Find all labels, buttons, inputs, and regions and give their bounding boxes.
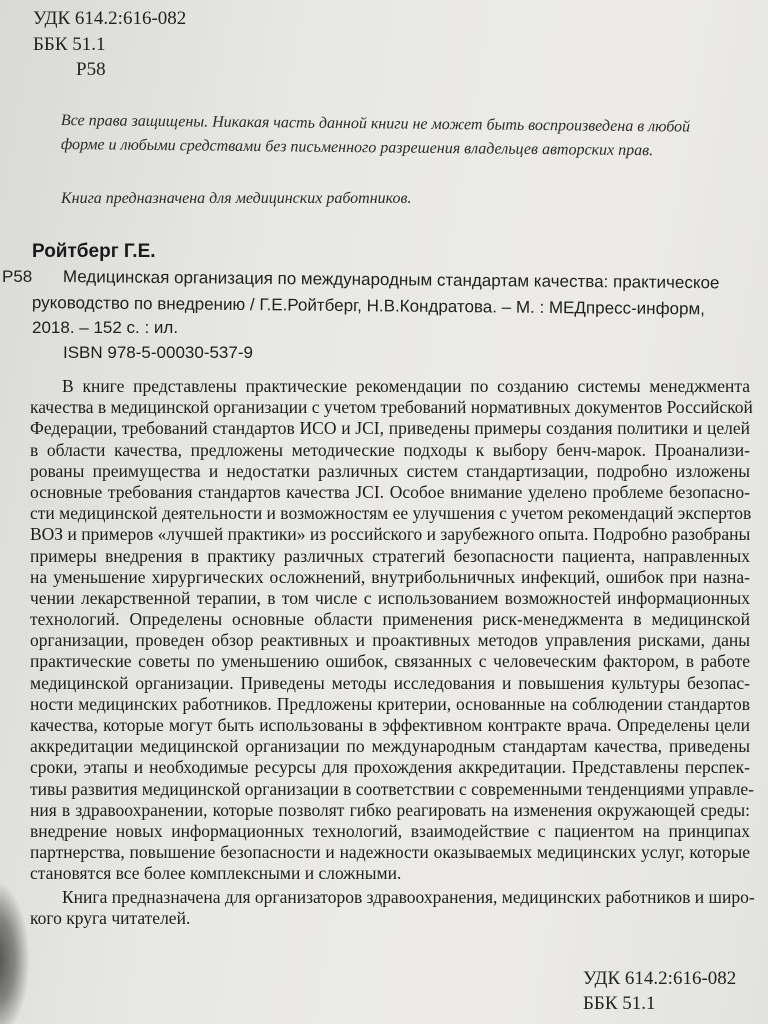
abstract-line: чении лекарственной терапии, в том числе с использованием возможностей информационных (30, 587, 750, 608)
abstract-line: на уменьшение хирургических осложнений, внутрибольничных инфекций, ошибок при назна- (30, 566, 750, 587)
abstract-line: ния в здравоохранении, которые позволят гибко реагировать на изменения окружающей среды: (30, 799, 750, 820)
abstract-line: аккредитации медицинской организации по международным стандартам качества, приведены (30, 736, 750, 757)
abstract-line: практические советы по уменьшению ошибок, связанных с человеческим фактором, в работе (30, 651, 750, 672)
audience-note: Книга предназначена для медицинских работников. (61, 190, 412, 207)
abstract-line: становятся все более комплексными и сложными. (30, 863, 402, 884)
bibliography-code: Р58 (2, 267, 33, 286)
abstract-line: ВОЗ и примеров «лучшей практики» из российского и зарубежного опыта. Подробно разобраны (30, 524, 751, 545)
udk-code: УДК 614.2:616-082 (33, 8, 187, 29)
abstract-line: организации, проведен обзор реактивных и проактивных методов управления рисками, даны (30, 630, 750, 651)
abstract-line: рованы преимущества и недостатки различных систем стандартизации, подробно изложены (30, 460, 750, 481)
abstract-line: технологий. Определены основные области применения риск-менеджмента в медицинской (30, 609, 750, 630)
bibliography-title-line-3: 2018. – 152 с. : ил. (32, 318, 179, 337)
abstract-line: внедрение новых информационных технологий, взаимодействие с пациентом на принципах (30, 820, 750, 841)
abstract-line: кого круга читателей. (30, 907, 191, 928)
footer-bbk-code: ББК 51.1 (583, 993, 656, 1014)
abstract-line: качества, которые могут быть использованы в эффективном контракте врача. Определены цели (30, 715, 750, 735)
abstract-line: в области качества, предложены методические подходы к выбору бенч-марок. Проанализи- (30, 439, 750, 460)
bbk-code: ББК 51.1 (33, 34, 106, 55)
finger-shadow (0, 880, 30, 1024)
abstract-line: основные требования стандартов качества JCI. Особое внимание уделено проблеме безопасно- (30, 481, 750, 502)
abstract-line: В книге представлены практические рекомендации по созданию системы менеджмента (62, 376, 750, 396)
abstract-line: Книга предназначена для организаторов здравоохранения, медицинских работников и широ- (62, 886, 755, 907)
rights-line-2: форме и любыми средствами без письменного разрешения владельцев авторских прав. (60, 136, 654, 160)
abstract-line: сти медицинской деятельности и возможностям ее улучшения с учетом рекомендаций экспертов (30, 503, 752, 524)
abstract-line: сроки, этапы и необходимые ресурсы для прохождения аккредитации. Представлены перспек- (30, 757, 750, 778)
abstract-line: качества в медицинской организации с учетом требований нормативных документов Российской (30, 397, 753, 418)
isbn: ISBN 978-5-00030-537-9 (63, 343, 253, 362)
abstract-line: Федерации, требований стандартов ИСО и JCI, приведены примеры создания политики и целей (30, 418, 750, 439)
bibliography-title-line-1: Медицинская организация по международным стандартам качества: практическое (62, 267, 720, 293)
abstract-line: ности медицинских работников. Предложены критерии, основанные на соблюдении стандартов (30, 693, 750, 714)
footer-udk-code: УДК 614.2:616-082 (583, 968, 737, 989)
rights-line-1: Все права защищены. Никакая часть данной книги не может быть воспроизведена в любой (60, 112, 691, 136)
bibliography-title-line-2: руководство по внедрению / Г.Е.Ройтберг, Н.В.Кондратова. – М. : МЕДпресс-информ, (31, 293, 706, 319)
abstract (30, 376, 755, 929)
abstract-line: партнерства, повышение безопасности и надежности оказываемых медицинских услуг, которые (30, 842, 750, 863)
abstract-line: примеры внедрения в практику различных стратегий безопасности пациента, направленных (30, 545, 750, 566)
abstract-line: тивы развития медицинской организации в соответствии с современными тенденциями управле- (30, 778, 754, 799)
author-code: Р58 (76, 59, 106, 80)
abstract-line: медицинской организации. Приведены методы исследования и повышения культуры безопас- (30, 672, 750, 693)
bibliography-author: Ройтберг Г.Е. (32, 241, 156, 262)
